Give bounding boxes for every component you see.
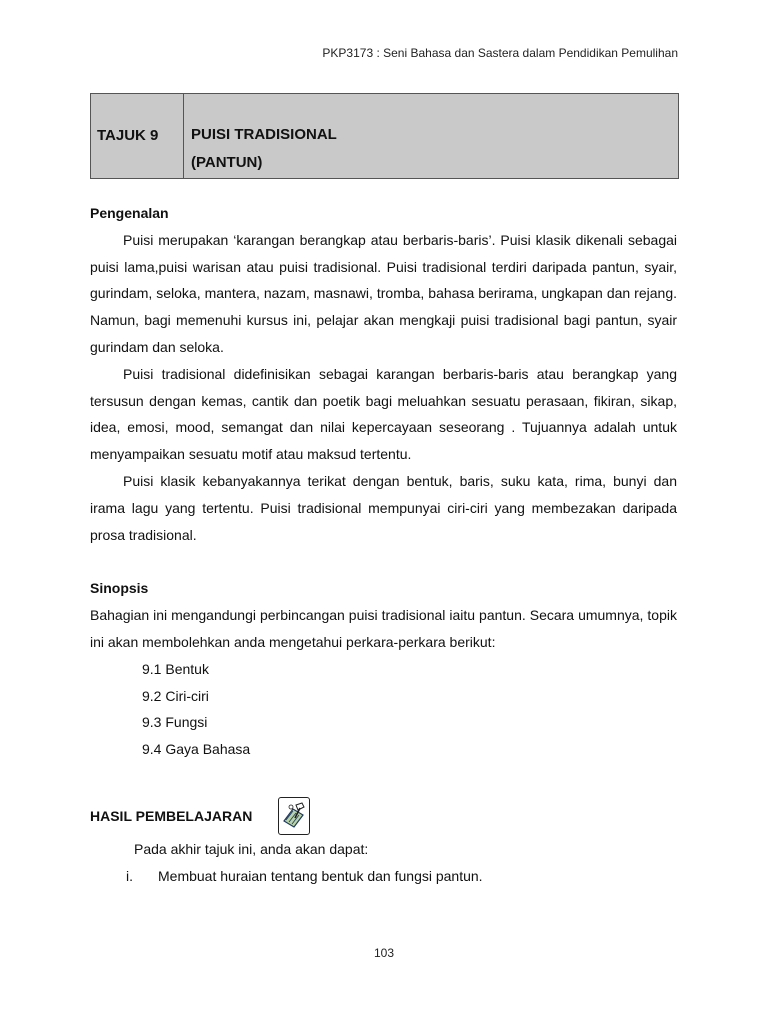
running-header: PKP3173 : Seni Bahasa dan Sastera dalam Pendidikan Pemulihan <box>322 46 678 60</box>
list-item: 9.1 Bentuk <box>142 660 209 677</box>
chapter-title-box <box>90 93 679 179</box>
book-writing-icon <box>278 797 310 835</box>
pengenalan-paragraph-2: Puisi tradisional didefinisikan sebagai karangan berbaris-baris atau berangkap yang tersusun dengan kemas, cantik dan poetik bagi meluahkan sesuatu perasaan, fikiran, sikap, idea, emosi, mood, semangat dan nilai kepercayaan seseorang . Tujuannya adalah untuk menyampaikan sesuatu motif atau maksud tertentu. <box>90 365 677 463</box>
sinopsis-heading: Sinopsis <box>90 580 149 597</box>
list-item: 9.3 Fungsi <box>142 714 208 731</box>
chapter-title-line1: PUISI TRADISIONAL <box>191 126 337 143</box>
chapter-title-line2: (PANTUN) <box>191 154 263 171</box>
main-content <box>90 200 677 890</box>
hasil-heading-row <box>90 796 677 836</box>
chapter-title <box>184 94 678 178</box>
sinopsis-list <box>90 656 677 763</box>
pengenalan-paragraph-1: Puisi merupakan ‘karangan berangkap atau berbaris-baris’. Puisi klasik dikenali sebagai puisi lama,puisi warisan atau puisi tradisional. Puisi tradisional terdiri daripada pantun, syair, gurindam, seloka, mantera, nazam, masnawi, tromba, bahasa berirama, ungkapan dan rejang. Namun, bagi memenuhi kursus ini, pelajar akan mengkaji puisi tradisional bagi pantun, syair gurindam dan seloka. <box>90 231 677 355</box>
objective-number: i. <box>126 867 133 884</box>
list-item <box>90 863 677 890</box>
hasil-intro: Pada akhir tajuk ini, anda akan dapat: <box>134 840 369 857</box>
pengenalan-heading: Pengenalan <box>90 205 169 221</box>
hasil-heading: HASIL PEMBELAJARAN <box>90 807 253 824</box>
sinopsis-paragraph: Bahagian ini mengandungi perbincangan puisi tradisional iaitu pantun. Secara umumnya, topik ini akan membolehkan anda mengetahui perkara-perkara berikut: <box>90 607 677 650</box>
page-number: 103 <box>373 946 395 960</box>
list-item: 9.4 Gaya Bahasa <box>142 741 251 758</box>
list-item: 9.2 Ciri-ciri <box>142 687 209 704</box>
pengenalan-paragraph-3: Puisi klasik kebanyakannya terikat dengan bentuk, baris, suku kata, rima, bunyi dan irama lagu yang tertentu. Puisi tradisional mempunyai ciri-ciri yang membezakan daripada prosa tradisional. <box>90 472 677 543</box>
objective-text: Membuat huraian tentang bentuk dan fungsi pantun. <box>158 867 483 884</box>
chapter-label: TAJUK 9 <box>91 94 184 178</box>
